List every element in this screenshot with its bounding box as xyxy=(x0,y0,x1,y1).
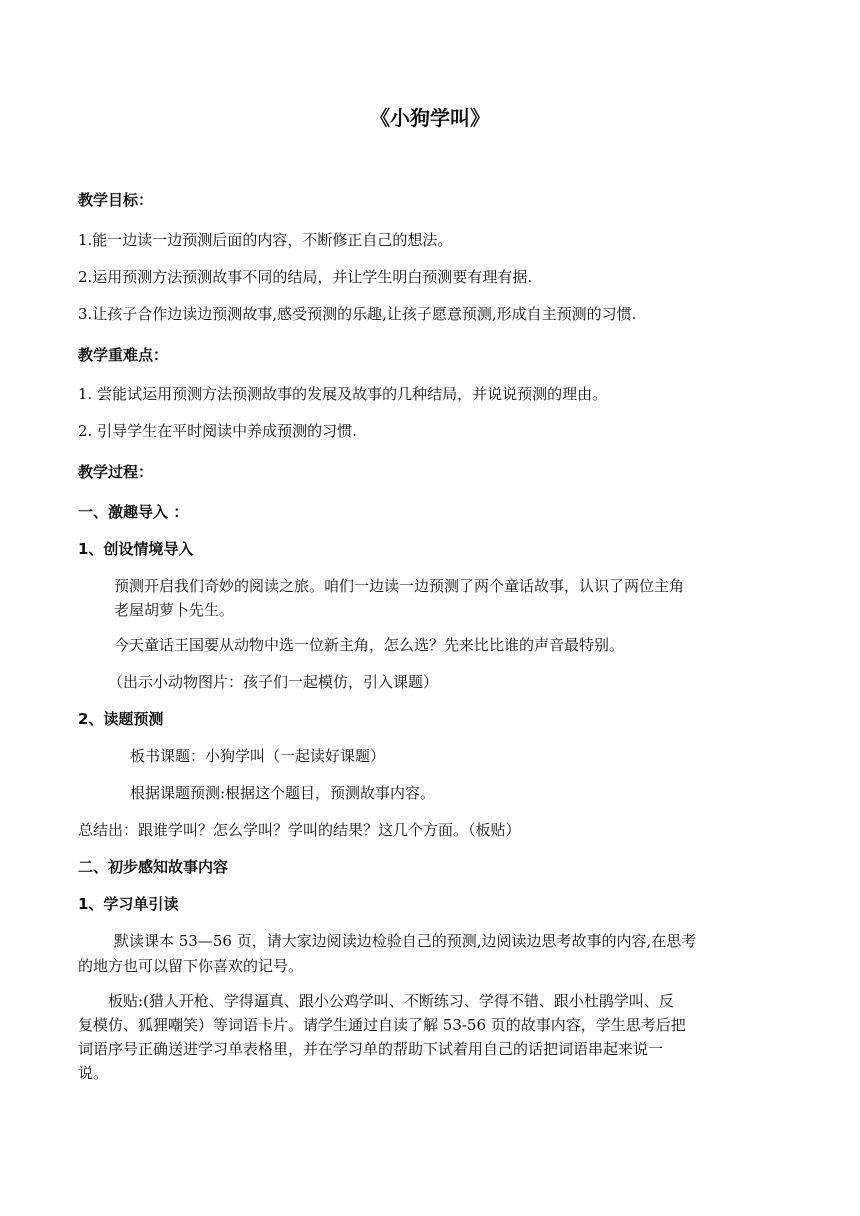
paragraph-line: 默读课本 53—56 页，请大家边阅读边检验自己的预测,边阅读边思考故事的内容,在思考 xyxy=(114,932,697,950)
part1-sub1-heading: 1、创设情境导入 xyxy=(78,540,194,558)
paragraph-line: 说。 xyxy=(78,1064,109,1082)
page-title: 《小狗学叫》 xyxy=(370,106,490,130)
process-heading: 教学过程： xyxy=(78,463,154,481)
paragraph-line: 老屋胡萝卜先生。 xyxy=(114,601,235,619)
paragraph-line: 词语序号正确送进学习单表格里，并在学习单的帮助下试着用自己的话把词语串起来说一 xyxy=(78,1040,664,1058)
paragraph-line: 复模仿、狐狸嘲笑）等词语卡片。请学生通过自读了解 53-56 页的故事内容，学生思考后把 xyxy=(78,1016,686,1034)
part2-heading: 二、初步感知故事内容 xyxy=(78,858,229,876)
goal-item: 2.运用预测方法预测故事不同的结局，并让学生明白预测要有理有据. xyxy=(78,268,533,286)
paragraph-line: 今天童话王国要从动物中选一位新主角，怎么选？先来比比谁的声音最特别。 xyxy=(114,636,625,654)
paragraph-line: 的地方也可以留下你喜欢的记号。 xyxy=(78,957,304,975)
goal-item: 3.让孩子合作边读边预测故事,感受预测的乐趣,让孩子愿意预测,形成自主预测的习惯. xyxy=(78,305,637,323)
goal-item: 1.能一边读一边预测后面的内容，不断修正自己的想法。 xyxy=(78,231,453,249)
paragraph-line: 板贴:(猎人开枪、学得逼真、跟小公鸡学叫、不断练习、学得不错、跟小杜鹃学叫、反 xyxy=(108,992,674,1010)
key-point-item: 2. 引导学生在平时阅读中养成预测的习惯. xyxy=(78,422,357,440)
paragraph-line: 根据课题预测:根据这个题目，预测故事内容。 xyxy=(130,784,436,802)
summary-line: 总结出：跟谁学叫？怎么学叫？学叫的结果？这几个方面。（板贴） xyxy=(78,821,521,839)
key-point-item: 1. 尝能试运用预测方法预测故事的发展及故事的几种结局，并说说预测的理由。 xyxy=(78,385,608,403)
part1-sub2-heading: 2、读题预测 xyxy=(78,710,164,728)
paragraph-line: 板书课题：小狗学叫（一起读好课题） xyxy=(130,747,386,765)
paragraph-line: （出示小动物图片：孩子们一起模仿，引入课题） xyxy=(108,673,439,691)
part2-sub1-heading: 1、学习单引读 xyxy=(78,895,179,913)
key-points-heading: 教学重难点： xyxy=(78,346,169,364)
goals-heading: 教学目标： xyxy=(78,191,154,209)
part1-heading: 一、激趣导入 ： xyxy=(78,503,189,521)
paragraph-line: 预测开启我们奇妙的阅读之旅。咱们一边读一边预测了两个童话故事，认识了两位主角 xyxy=(114,577,685,595)
